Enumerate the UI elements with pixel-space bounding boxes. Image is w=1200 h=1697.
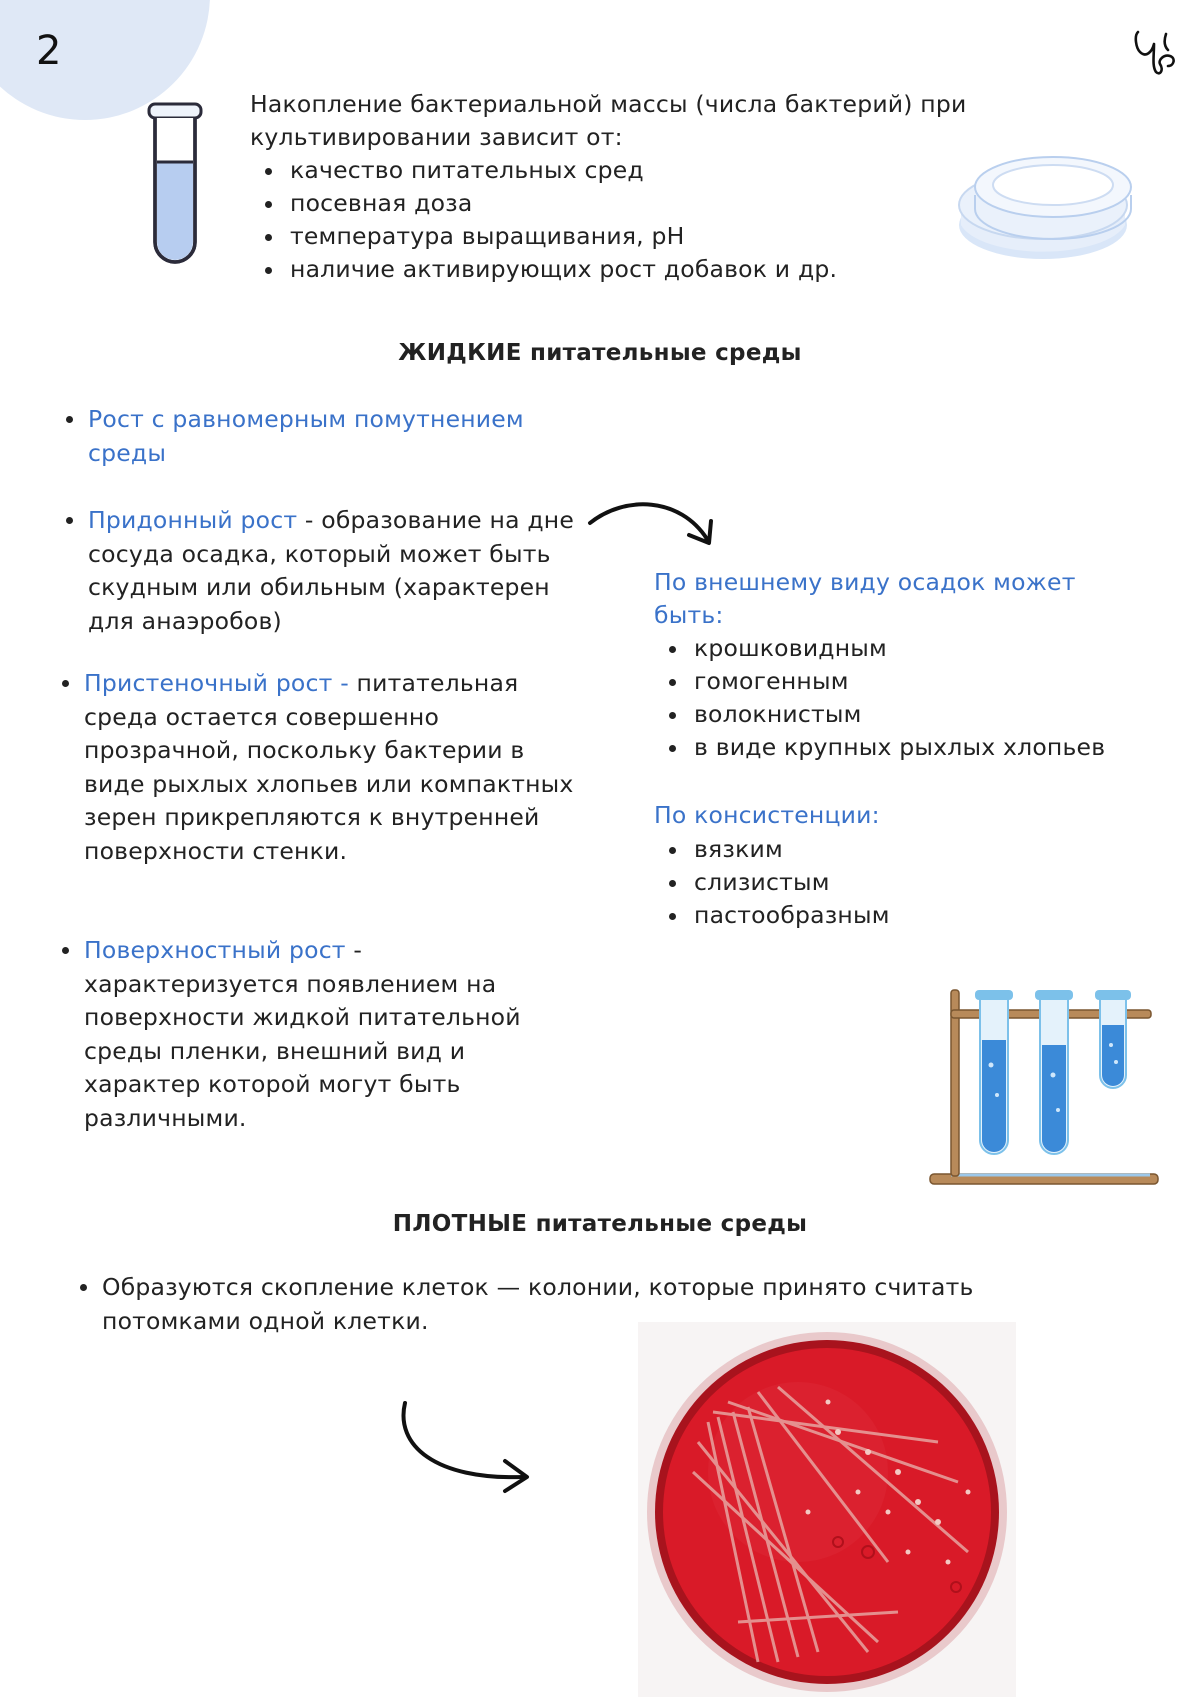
list-item: пастообразным xyxy=(654,899,1154,932)
page-number: 2 xyxy=(36,28,62,74)
list-item: в виде крупных рыхлых хлопьев xyxy=(654,731,1154,764)
list-item xyxy=(66,504,596,638)
consistency-title: По консистенции: xyxy=(654,801,880,829)
sediment-types-list xyxy=(654,632,1154,764)
petri-dish-icon xyxy=(955,145,1135,265)
list-item: крошковидным xyxy=(654,632,1154,665)
blood-agar-plate-image xyxy=(638,1322,1016,1697)
bullet xyxy=(66,416,73,423)
sediment-title: По внешнему виду осадок может быть: xyxy=(654,568,1076,629)
test-tube-icon xyxy=(145,100,205,270)
intro-text: Накопление бактериальной массы (числа бактерий) при культивировании зависит от: xyxy=(250,90,967,151)
logo-icon xyxy=(1130,22,1178,77)
list-item xyxy=(62,667,582,868)
list-item: температура выращивания, pH xyxy=(250,220,1010,253)
list-item xyxy=(62,934,582,1135)
curved-arrow-icon xyxy=(585,495,720,555)
solid-media-heading: ПЛОТНЫЕ питательные среды xyxy=(392,1211,808,1237)
list-item: слизистым xyxy=(654,866,1154,899)
bullet xyxy=(62,947,69,954)
test-tube-rack-icon xyxy=(925,980,1165,1190)
growth-term: Придонный рост xyxy=(88,506,298,534)
list-item: волокнистым xyxy=(654,698,1154,731)
growth-description: - характеризуется появлением на поверхности жидкой питательной среды пленки, внешний вид и характер которой могут быть различными. xyxy=(84,936,521,1132)
growth-term: Рост с равномерным помутнением среды xyxy=(88,405,524,467)
list-item: посевная доза xyxy=(250,187,1010,220)
list-item: вязким xyxy=(654,833,1154,866)
growth-factors-list xyxy=(250,154,1010,286)
growth-description: - образование на дне сосуда осадка, который может быть скудным или обильным (характерен для анаэробов) xyxy=(88,506,575,635)
curved-arrow-icon xyxy=(395,1395,540,1500)
bullet xyxy=(62,680,69,687)
list-item: наличие активирующих рост добавок и др. xyxy=(250,253,1010,286)
list-item: гомогенным xyxy=(654,665,1154,698)
solid-media-description: Образуются скопление клеток — колонии, которые принято считать потомками одной клетки. xyxy=(102,1273,974,1335)
growth-term: Поверхностный рост xyxy=(84,936,346,964)
bullet xyxy=(66,517,73,524)
list-item xyxy=(66,403,596,470)
liquid-media-heading: ЖИДКИЕ питательные среды xyxy=(398,340,802,366)
growth-term: Пристеночный рост - xyxy=(84,669,349,697)
list-item: качество питательных сред xyxy=(250,154,1010,187)
consistency-types-list xyxy=(654,833,1154,932)
growth-description: питательная среда остается совершенно прозрачной, поскольку бактерии в виде рыхлых хлопьев или компактных зерен прикрепляются к внутренней поверхности стенки. xyxy=(84,669,574,865)
bullet xyxy=(80,1284,87,1291)
